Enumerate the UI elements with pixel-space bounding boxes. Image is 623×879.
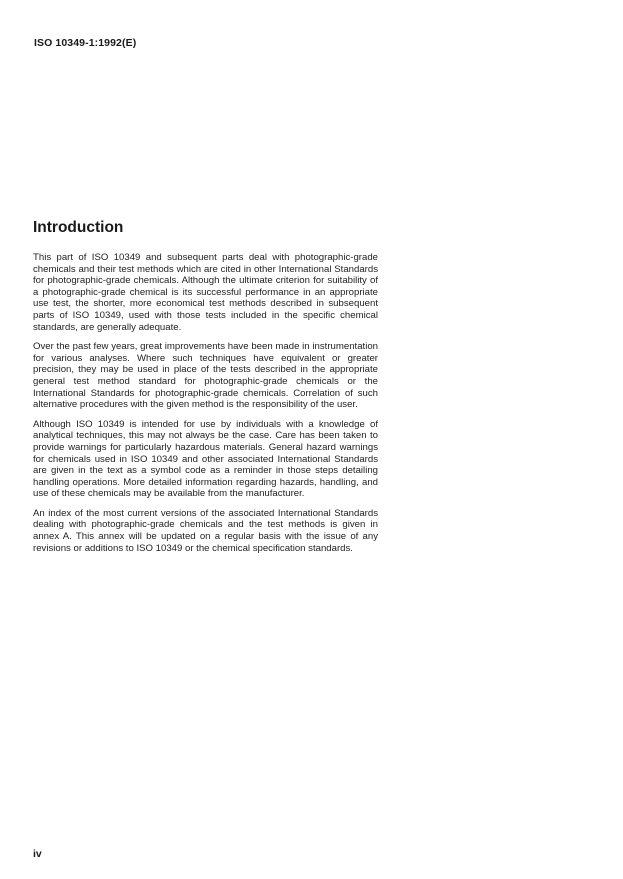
document-id-header: ISO 10349-1:1992(E) xyxy=(34,37,137,49)
introduction-body xyxy=(33,252,378,562)
section-title: Introduction xyxy=(33,219,124,236)
paragraph-2: Over the past few years, great improvements have been made in instrumentation for various analyses. Where such techniques have equivalent or greater precision, they may be used in place of the tests described in the appropriate general test method standard for photographic-grade chemicals or the International Standards for photographic-grade chemicals. Correlation of such alternative procedures with the given method is the responsibility of the user. xyxy=(33,341,378,411)
paragraph-4: An index of the most current versions of the associated International Standards dealing with photographic-grade chemicals and the test methods is given in annex A. This annex will be updated on a regular basis with the issue of any revisions or additions to ISO 10349 or the chemical specification standards. xyxy=(33,507,378,554)
page-number: iv xyxy=(33,848,42,860)
paragraph-1: This part of ISO 10349 and subsequent parts deal with photographic-grade chemicals and their test methods which are cited in other International Standards for photographic-grade chemicals. Although the ultimate criterion for suitability of a photographic-grade chemical is its successful performance in an appropriate use test, the shorter, more economical test methods described in subsequent parts of ISO 10349, used with those tests included in the specific chemical standards, are generally adequate. xyxy=(33,252,378,333)
paragraph-3: Although ISO 10349 is intended for use by individuals with a knowledge of analytical techniques, this may not always be the case. Care has been taken to provide warnings for particularly hazardous materials. General hazard warnings for chemicals used in ISO 10349 and other associated International Standards are given in the text as a symbol code as a reminder in those steps detailing handling operations. More detailed information regarding hazards, handling, and use of these chemicals may be available from the manufacturer. xyxy=(33,418,378,500)
